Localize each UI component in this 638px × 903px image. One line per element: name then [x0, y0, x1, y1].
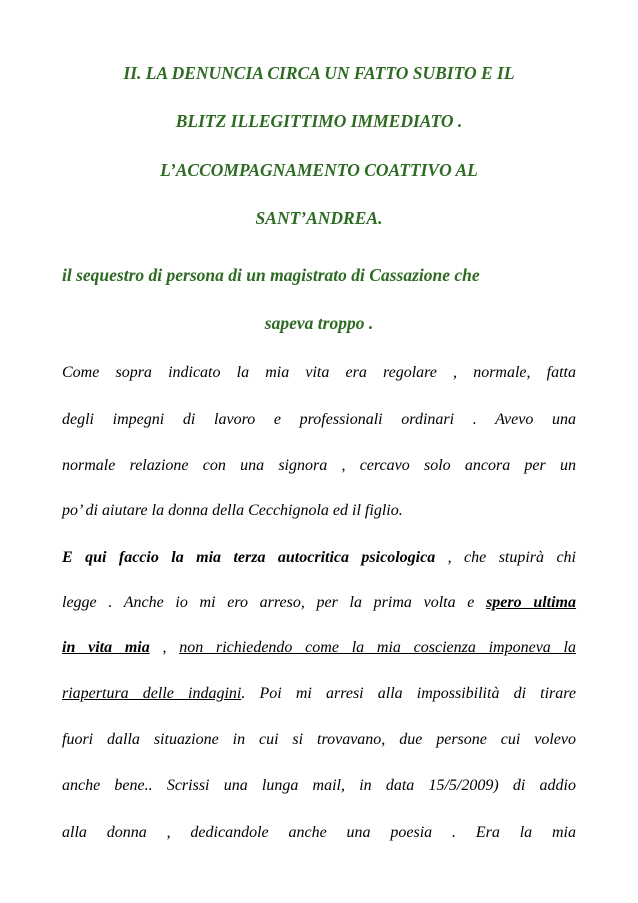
- subtitle-line-2: sapeva troppo .: [264, 313, 374, 333]
- body-line-5: [62, 549, 576, 567]
- body-line-6: [62, 594, 576, 612]
- self-critique-emphasis: E qui faccio la mia terza autocritica psicologica: [62, 549, 436, 566]
- subtitle-line-1: il sequestro di persona di un magistrato di Cassazione che: [62, 265, 480, 285]
- body-line-11: alla donna , dedicandole anche una poesia . Era la mia: [62, 824, 576, 841]
- body-line-7: [62, 639, 576, 657]
- coscienza-underline: non richiedendo come la mia coscienza imponeva la: [179, 639, 576, 656]
- body-line-9: fuori dalla situazione in cui si trovavano, due persone cui volevo: [62, 731, 576, 748]
- body-line-8-rest: . Poi mi arresi alla impossibilità di tirare: [241, 685, 577, 702]
- body-line-5-rest: , che stupirà chi: [435, 549, 577, 566]
- body-line-1: Come sopra indicato la mia vita era regolare , normale, fatta: [62, 364, 576, 381]
- body-line-3: normale relazione con una signora , cercavo solo ancora per un: [62, 457, 576, 474]
- body-line-10: anche bene.. Scrissi una lunga mail, in data 15/5/2009) di addio: [62, 777, 576, 794]
- chapter-title-line-2: BLITZ ILLEGITTIMO IMMEDIATO .: [175, 111, 463, 131]
- body-line-4: po’ di aiutare la donna della Cecchignola ed il figlio.: [62, 502, 403, 519]
- body-line-6-text: legge . Anche io mi ero arreso, per la prima volta e: [62, 594, 487, 611]
- chapter-title-line-4: SANT’ANDREA.: [255, 208, 383, 228]
- chapter-title-line-1: II. LA DENUNCIA CIRCA UN FATTO SUBITO E IL: [123, 63, 515, 83]
- body-line-7-sep: ,: [149, 639, 180, 656]
- body-line-2: degli impegni di lavoro e professionali ordinari . Avevo una: [62, 411, 576, 428]
- body-line-8: [62, 685, 576, 703]
- spero-ultima-emphasis: spero ultima: [486, 594, 577, 611]
- chapter-title-line-3: L’ACCOMPAGNAMENTO COATTIVO AL: [160, 160, 478, 180]
- riapertura-underline: riapertura delle indagini: [62, 685, 242, 702]
- in-vita-mia-emphasis: in vita mia: [62, 639, 150, 656]
